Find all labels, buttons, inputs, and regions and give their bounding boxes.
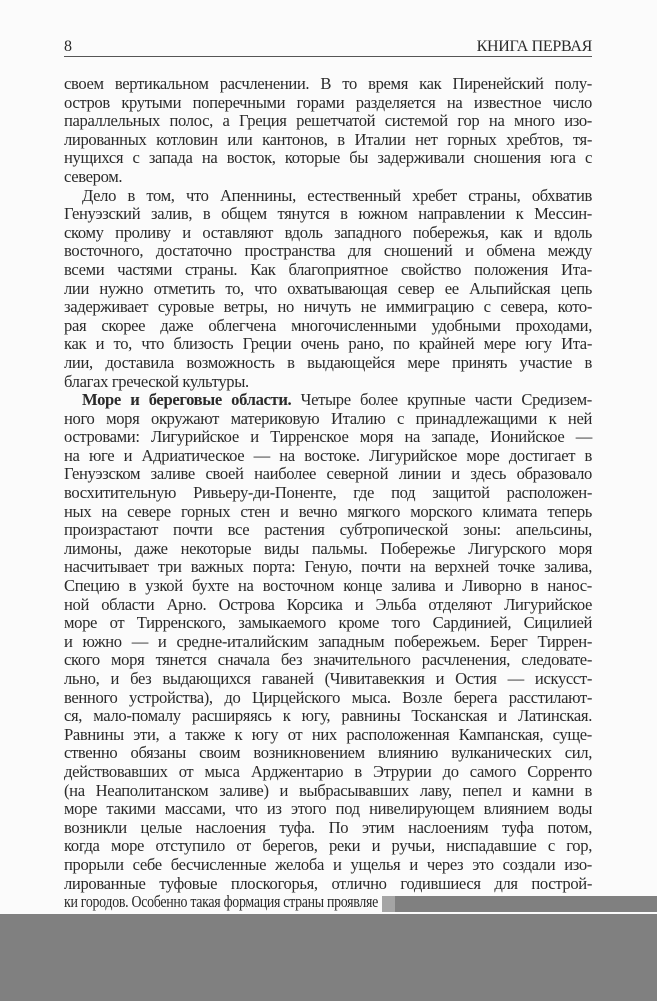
text-line xyxy=(64,75,592,94)
text-line-content: скому проливу и оставляют вдоль западного побережья, как и вдоль xyxy=(64,222,592,242)
running-title: КНИГА ПЕРВАЯ xyxy=(476,38,592,55)
text-line xyxy=(64,242,592,261)
scan-mask-edge xyxy=(382,896,396,912)
text-line xyxy=(64,168,592,187)
text-line xyxy=(64,428,592,447)
text-line xyxy=(64,112,592,131)
text-line xyxy=(64,131,592,150)
text-line-content: море от Тирренского, замыкаемого кроме того Сардинией, Сицилией xyxy=(64,613,592,633)
text-line-content: ского моря тянется сначала без значительного расчленения, следовате- xyxy=(64,650,592,670)
text-line-content: нущихся с запада на восток, которые бы задерживали сношения юга с xyxy=(64,148,592,168)
text-line xyxy=(64,689,592,708)
text-line xyxy=(64,837,592,856)
text-line-content: лированных котловин или кантонов, в Италии нет горных хребтов, тя- xyxy=(64,129,592,149)
text-line-content: всеми частями страны. Как благоприятное свойство положения Ита- xyxy=(64,259,592,279)
text-line-content: Равнины эти, а также к югу от них расположенная Кампанская, суще- xyxy=(64,724,592,744)
text-line xyxy=(64,503,592,522)
text-line-content: лимоны, даже некоторые виды пальмы. Побережье Лигурского моря xyxy=(64,538,592,558)
text-line-content: благах греческой культуры. xyxy=(64,371,249,391)
paragraph xyxy=(64,391,592,912)
text-line-content: произрастают почти все растения субтропической зоны: апельсины, xyxy=(64,520,592,540)
text-line xyxy=(64,205,592,224)
text-line-content: льно, и без выдающихся гаваней (Чивитавеккия и Остия — искусст- xyxy=(64,669,592,688)
text-line xyxy=(64,187,592,206)
text-line xyxy=(64,261,592,280)
text-line-content: ного моря окружают материковую Италию с принадлежащими к ней xyxy=(64,408,592,428)
text-line-content: когда море отступило от берегов, реки и ручьи, ниспадавшие с гор, xyxy=(64,836,592,856)
text-line-content: лированные туфовые плоскогорья, отлично годившиеся для построй- xyxy=(64,873,592,893)
text-line-content: Специю в узкой бухте на восточном конце залива и Ливорно в нанос- xyxy=(64,576,592,596)
text-line xyxy=(64,558,592,577)
text-line xyxy=(64,651,592,670)
text-line-content: севером. xyxy=(64,166,123,186)
page-number: 8 xyxy=(64,38,72,55)
text-line-content: Четыре более крупные части Средизем- xyxy=(291,390,592,410)
text-line-content: ки городов. Особенно такая формация страны проявляе xyxy=(64,892,378,912)
text-line-content: ственно обязаны своим возникновением влиянию вулканических сил, xyxy=(64,743,592,763)
text-line xyxy=(64,800,592,819)
text-line-content: ных на севере горных стен и вечно мягкого морского климата теперь xyxy=(64,501,592,521)
text-line-content: лии нужно отметить то, что охватывающая север ее Альпийская цепь xyxy=(64,278,592,298)
text-line xyxy=(64,707,592,726)
text-line xyxy=(64,782,592,801)
text-line-content: и южно — и средне-италийским западным побережьем. Берег Тиррен- xyxy=(64,631,592,651)
text-line xyxy=(64,875,592,894)
text-line-content: Дело в том, что Апеннины, естественный хребет страны, обхватив xyxy=(82,185,592,205)
text-line-content: лии, доставила возможность в выдающейся мере принять участие в xyxy=(64,352,592,372)
text-line-content: как и то, что близость Греции очень рано, по крайней мере югу Ита- xyxy=(64,334,592,354)
text-line-content: восточного, достаточно пространства для сношений и обмена между xyxy=(64,241,592,261)
text-line xyxy=(64,819,592,838)
text-line xyxy=(64,465,592,484)
text-line-content: Генуэзском заливе своей наиболее северной линии и здесь образовало xyxy=(64,464,592,484)
text-line-content: ной области Арно. Острова Корсика и Эльба отделяют Лигурийское xyxy=(64,594,592,614)
text-line xyxy=(64,298,592,317)
text-line xyxy=(64,577,592,596)
text-line xyxy=(64,410,592,429)
text-line xyxy=(64,596,592,615)
text-line xyxy=(64,94,592,113)
text-line-content: море такими массами, что из этого под нивелирующем влиянием воды xyxy=(64,799,592,819)
text-line-content: рая скорее даже облегчена многочисленными удобными проходами, xyxy=(64,315,592,335)
text-line-content: (на Неаполитанском заливе) и выбрасывавших лаву, пепел и камни в xyxy=(64,780,592,800)
text-line xyxy=(64,633,592,652)
text-line xyxy=(64,373,592,392)
text-line xyxy=(64,763,592,782)
text-line-content: своем вертикальном расчленении. В то время как Пиренейский полу- xyxy=(64,74,592,93)
text-line-content: прорыли себе бесчисленные желоба и ущелья и через это создали изо- xyxy=(64,854,592,874)
text-line-content: ся, мало-помалу расширяясь к югу, равнины Тосканская и Латинская. xyxy=(64,706,592,726)
running-header xyxy=(64,38,592,57)
text-line xyxy=(64,280,592,299)
text-line xyxy=(64,354,592,373)
text-line xyxy=(64,391,592,410)
text-line xyxy=(64,856,592,875)
text-line-content: остров крутыми поперечными горами разделяется на известное число xyxy=(64,92,592,112)
text-line-content: действовавших от мыса Арджентарио в Этрурии до самого Сорренто xyxy=(64,761,592,781)
text-line xyxy=(64,149,592,168)
text-line xyxy=(64,726,592,745)
text-line-content: на юге и Адриатическое — на востоке. Лигурийское море достигает в xyxy=(64,445,592,465)
page-body-text xyxy=(64,75,592,912)
text-line xyxy=(64,614,592,633)
text-line xyxy=(64,317,592,336)
scan-mask xyxy=(395,896,657,912)
text-line-content: Генуэзский залив, в общем тянутся в южном направлении к Мессин- xyxy=(64,204,592,224)
text-line xyxy=(64,670,592,689)
scan-mask-bottom xyxy=(0,914,657,1001)
text-line-content: насчитывает три важных порта: Геную, почти на верхней точке залива, xyxy=(64,557,592,577)
paragraph xyxy=(64,75,592,187)
text-line xyxy=(64,224,592,243)
section-lead-heading: Море и береговые области. xyxy=(82,390,292,410)
text-line-content: возникли целые наслоения туфа. По этим наслоениям туфа потом, xyxy=(64,817,592,837)
text-line xyxy=(64,335,592,354)
text-line-content: островами: Лигурийское и Тирренское моря на западе, Ионийское — xyxy=(64,427,592,447)
text-line xyxy=(64,484,592,503)
text-line xyxy=(64,540,592,559)
text-line xyxy=(64,447,592,466)
paragraph xyxy=(64,187,592,392)
text-line xyxy=(64,744,592,763)
text-line-content: венного устройства), до Цирцейского мыса. Возле берега расстилают- xyxy=(64,687,592,707)
text-line-content: параллельных полос, а Греция решетчатой системой гор на много изо- xyxy=(64,111,592,131)
text-line-content: восхитительную Ривьеру-ди-Поненте, где под защитой расположен- xyxy=(64,483,592,503)
text-line xyxy=(64,521,592,540)
text-line-content: задерживает суровые ветры, но ничуть не иммиграцию с севера, кото- xyxy=(64,297,592,317)
